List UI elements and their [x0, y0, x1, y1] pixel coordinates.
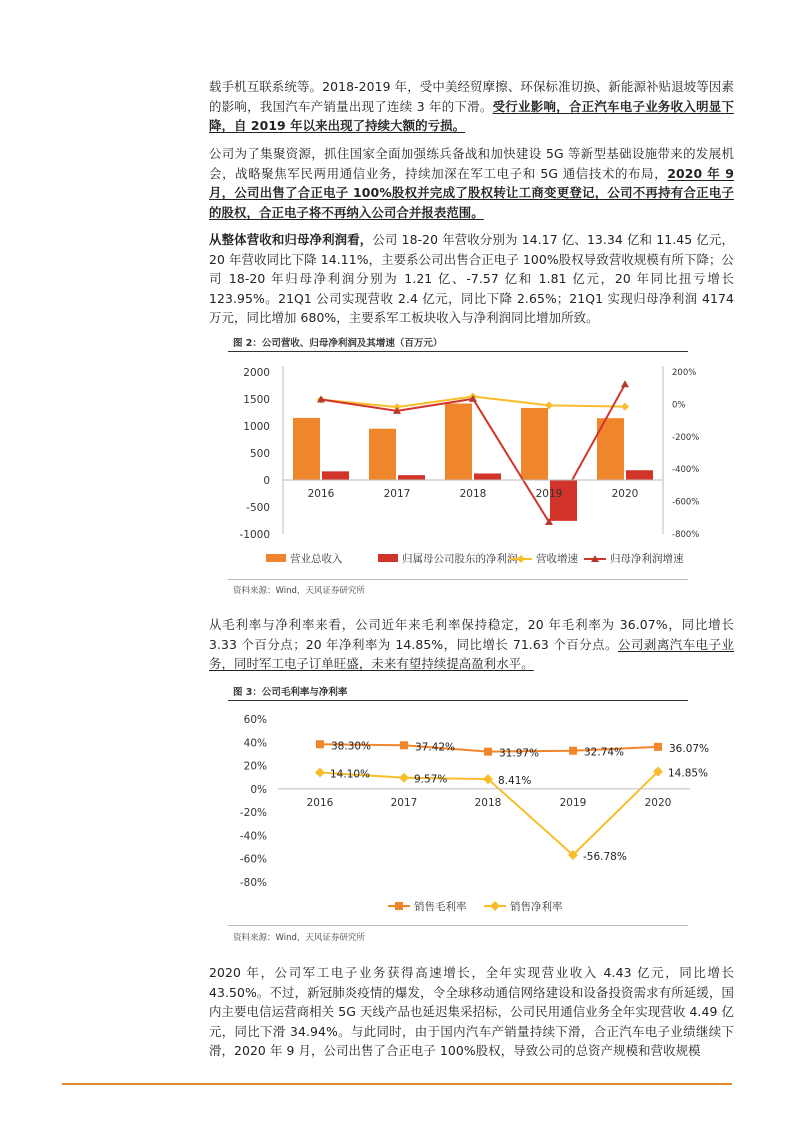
- x-tick-label: 2017: [383, 488, 411, 500]
- y-tick-label: -1000: [239, 529, 270, 541]
- legend-marker: [490, 901, 500, 911]
- paragraph-4-emphasis: 公司剥离汽车电子业务，同时军工电子订单旺盛，未来有望持续提高盈利水平。: [209, 636, 735, 671]
- figure-3-source: 资料来源：Wind，天风证券研究所: [233, 933, 365, 943]
- net-margin-data-label: 14.85%: [668, 767, 709, 780]
- y2-tick-label: -200%: [672, 432, 700, 443]
- gross-margin-point: [569, 747, 577, 755]
- x-tick-label: 2018: [474, 796, 502, 809]
- gross-margin-data-label: 38.30%: [331, 740, 372, 753]
- y-tick-label: 500: [249, 448, 270, 460]
- y-tick-label: -80%: [239, 877, 267, 889]
- y2-tick-label: 0%: [672, 400, 686, 411]
- legend-label: 销售净利率: [510, 901, 563, 913]
- x-tick-label: 2016: [307, 488, 335, 500]
- paragraph-4: [209, 615, 734, 674]
- gross-margin-point: [484, 748, 492, 756]
- y-tick-label: 20%: [243, 760, 267, 773]
- paragraph-1-text: 载手机互联系统等。2018-2019 年，受中美经贸摩擦、环保标准切换、新能源补贴退坡等因素的影响，我国汽车产销量出现了连续 3 年的下滑。: [209, 79, 734, 114]
- paragraph-5-text: 2020 年，公司军工电子业务获得高速增长，全年实现营业收入 4.43 亿元，同比增长 43.50%。不过，新冠肺炎疫情的爆发，令全球移动通信网络建设和设备投资需求有所延缓，国内主要电信运营商相关 5G 天线产品也延迟集采招标，公司民用通信业务全年实现营收 4.49 亿元，同比下滑 34.94%。与此同时，由于国内汽车产销量持续下滑，合正汽车电子业绩继续下滑，2020 年 9 月，公司出售了合正电子 100%股权，导致公司的总资产规模和营收规模: [209, 965, 734, 1058]
- net-profit-bar: [474, 473, 501, 480]
- paragraph-2-text: 公司为了集聚资源，抓住国家全面加强练兵备战和加快建设 5G 等新型基础设施带来的发展机会，战略聚焦军民两用通信业务，持续加深在军工电子和 5G 通信技术的布局，: [209, 146, 734, 181]
- legend-label: 营业总收入: [290, 553, 343, 565]
- x-tick-label: 2018: [459, 488, 487, 500]
- paragraph-5: [209, 963, 734, 1061]
- net-profit-growth-point: [621, 380, 629, 387]
- legend-marker: [517, 555, 525, 563]
- legend-swatch: [378, 554, 398, 562]
- legend-label: 归母净利润增速: [610, 553, 684, 565]
- revenue-bar: [293, 418, 320, 480]
- footer-rule: [62, 1083, 732, 1085]
- y-tick-label: 1500: [243, 394, 270, 406]
- revenue-bar: [369, 429, 396, 480]
- figure-2-bottom-rule: [228, 579, 688, 580]
- paragraph-1-emphasis: 受行业影响，合正汽车电子业务收入明显下降，自 2019 年以来出现了持续大额的亏损。: [209, 98, 734, 133]
- gross-margin-data-label: 31.97%: [499, 747, 540, 760]
- y2-tick-label: -600%: [672, 497, 700, 508]
- figure-3-title: 图 3：公司毛利率与净利率: [233, 687, 348, 698]
- net-margin-data-label: 9.57%: [414, 773, 448, 786]
- y2-tick-label: -800%: [672, 530, 700, 540]
- y2-tick-label: 200%: [672, 368, 697, 378]
- figure-2-top-rule: [228, 351, 688, 352]
- y-tick-label: 2000: [243, 367, 270, 379]
- net-profit-bar: [398, 475, 425, 480]
- paragraph-2-emphasis: 2020 年 9 月，公司出售了合正电子 100%股权并完成了股权转让工商变更登记，公司不再持有合正电子的股权，合正电子将不再纳入公司合并报表范围。: [209, 165, 734, 220]
- y-tick-label: 0: [263, 475, 270, 487]
- gross-margin-data-label: 36.07%: [669, 742, 710, 755]
- revenue-bar: [521, 408, 548, 480]
- y-tick-label: -20%: [239, 807, 267, 820]
- y-tick-label: 60%: [243, 714, 267, 726]
- paragraph-3-text: 公司 18-20 年营收分别为 14.17 亿、13.34 亿和 11.45 亿元，20 年营收同比下降 14.11%，主要系公司出售合正电子 100%股权导致营收规模有所下降；公司 18-20 年归母净利润分别为 1.21 亿、-7.57 亿和 1.81 亿元，20 年同比扭亏增长 123.95%。21Q1 公司实现营收 2.4 亿元，同比下降 2.65%；21Q1 实现归母净利润 4174 万元，同比增加 680%，主要系军工板块收入与净利润同比增加所致。: [209, 232, 734, 325]
- y-tick-label: 40%: [243, 737, 267, 750]
- net-margin-data-label: 8.41%: [498, 775, 532, 788]
- legend-label: 销售毛利率: [414, 901, 467, 913]
- legend-swatch: [266, 554, 286, 562]
- net-margin-data-label: 14.10%: [330, 768, 371, 781]
- figure-2-chart: [228, 355, 698, 575]
- x-tick-label: 2020: [611, 488, 639, 500]
- figure-3-bottom-rule: [228, 925, 688, 926]
- revenue-bar: [445, 403, 472, 480]
- paragraph-3: [209, 230, 734, 328]
- x-tick-label: 2020: [644, 796, 672, 809]
- net-margin-point: [399, 773, 409, 783]
- paragraph-3-lead: 从整体营收和归母净利润看，: [209, 232, 373, 247]
- gross-margin-point: [400, 741, 408, 749]
- paragraph-4-text: 从毛利率与净利率来看，公司近年来毛利率保持稳定，20 年毛利率为 36.07%，同比增长 3.33 个百分点；20 年净利率为 14.85%，同比增长 71.63 个百分点。: [209, 617, 734, 652]
- paragraph-2: [209, 144, 734, 222]
- legend-label: 归属母公司股东的净利润: [402, 553, 518, 565]
- y-tick-label: 0%: [250, 783, 267, 796]
- legend-label: 营收增速: [536, 553, 578, 565]
- y-tick-label: -500: [246, 502, 270, 514]
- y-tick-label: -60%: [239, 853, 267, 866]
- figure-2-source: 资料来源：Wind，天风证券研究所: [233, 586, 365, 596]
- figure-2-title: 图 2：公司营收、归母净利润及其增速（百万元）: [233, 338, 443, 349]
- paragraph-1: [209, 77, 734, 136]
- y2-tick-label: -400%: [672, 465, 700, 476]
- gross-margin-data-label: 32.74%: [584, 746, 625, 759]
- x-tick-label: 2019: [535, 488, 563, 500]
- net-margin-line: [320, 772, 658, 855]
- net-profit-bar: [626, 470, 653, 480]
- net-profit-bar: [322, 471, 349, 480]
- y-tick-label: -40%: [239, 830, 267, 843]
- net-margin-point: [315, 767, 325, 777]
- x-tick-label: 2017: [390, 796, 418, 809]
- figure-3-chart: [228, 705, 710, 920]
- net-margin-data-label: -56.78%: [583, 850, 627, 863]
- x-tick-label: 2016: [306, 796, 334, 809]
- gross-margin-point: [316, 740, 324, 748]
- y-tick-label: 1000: [243, 421, 270, 433]
- gross-margin-point: [654, 743, 662, 751]
- x-tick-label: 2019: [559, 796, 587, 809]
- legend-marker: [395, 902, 403, 910]
- revenue-growth-point: [621, 403, 629, 411]
- gross-margin-data-label: 37.42%: [415, 741, 456, 754]
- figure-3-top-rule: [228, 700, 688, 701]
